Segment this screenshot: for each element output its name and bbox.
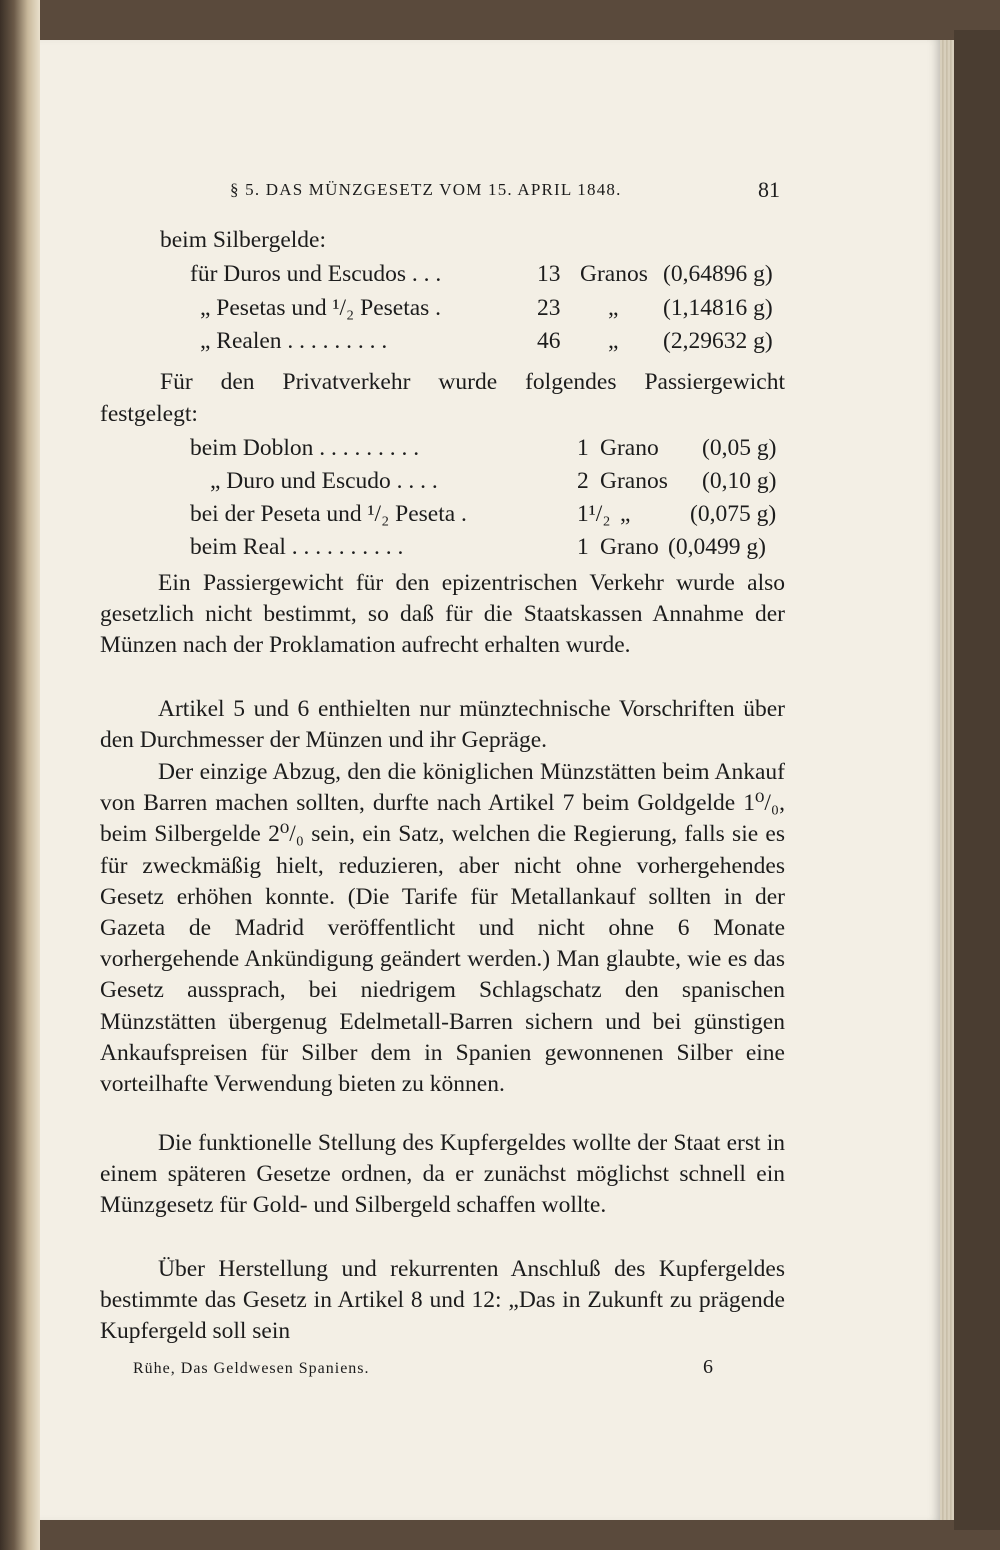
private-row [0, 499, 1000, 529]
row-unit: „ [608, 295, 619, 321]
running-head [190, 177, 780, 207]
row-unit: „ [620, 501, 631, 527]
silver-intro: beim Silbergelde: [160, 227, 326, 253]
body-paragraph [100, 694, 785, 756]
private-row [0, 466, 1000, 496]
row-amount: 23 [537, 295, 561, 321]
row-amount: 1 [577, 435, 589, 461]
body-paragraph [100, 757, 785, 1100]
row-label: beim Doblon . . . . . . . . . [190, 435, 420, 461]
body-paragraph [100, 568, 785, 662]
row-label: „ Realen . . . . . . . . . [200, 328, 388, 354]
row-grams: (0,05 g) [702, 435, 777, 461]
private-intro-line1: Für den Privatverkehr wurde folgendes Passiergewicht [160, 369, 785, 395]
row-label: für Duros und Escudos . . . [190, 261, 442, 287]
paragraph-text: Die funktionelle Stellung des Kupfergeldes wollte der Staat erst in einem späteren Gesetze ordnen, da er zunächst möglichst schnell ein Münzgesetz für Gold- und Silbergeld schaffen wollte. [100, 1130, 785, 1219]
row-amount: 46 [537, 328, 561, 354]
private-intro-line2: festgelegt: [100, 401, 198, 427]
sheet-number: 6 [703, 1356, 713, 1378]
row-label: beim Real . . . . . . . . . . [190, 534, 404, 560]
paragraph-text: Über Herstellung und rekurrenten Anschluß des Kupfergeldes bestimmte das Gesetz in Artikel 8 und 12: „Das in Zukunft zu prägende Kupfergeld soll sein [100, 1256, 785, 1345]
row-unit: Grano [600, 435, 659, 461]
row-unit: „ [608, 328, 619, 354]
row-amount: 13 [537, 261, 561, 287]
row-label: bei der Peseta und ¹/₂ Peseta . [190, 501, 467, 527]
running-title: § 5. DAS MÜNZGESETZ VOM 15. APRIL 1848. [230, 180, 622, 199]
row-grams: (0,64896 g) [663, 261, 773, 287]
row-grams: (1,14816 g) [663, 295, 773, 321]
row-grams: (0,0499 g) [668, 534, 766, 560]
row-label: „ Pesetas und ¹/₂ Pesetas . [200, 295, 442, 321]
row-grams: (0,075 g) [690, 501, 777, 527]
row-unit: Granos [580, 261, 648, 287]
private-row [0, 532, 1000, 562]
paragraph-text: Der einzige Abzug, den die königlichen Münzstätten beim Ankauf von Barren machen sollten, durfte nach Artikel 7 beim Goldgelde 1⁰/₀, beim Silbergelde 2⁰/₀ sein, ein Satz, welchen die Regierung, falls sie es für zweckmäßig hielt, reduzieren, aber nicht ohne vorhergehendes Gesetz erhöhen konnte. (Die Tarife für Metallankauf sollten in der Gazeta de Madrid veröffentlicht und nicht ohne 6 Monate vorhergehende Ankündigung geändert werden.) Man glaubte, wie es das Gesetz aussprach, bei niedrigem Schlagschatz den spanischen Münzstätten übergenug Edelmetall-Barren sichern und bei günstigen Ankaufspreisen für Silber dem in Spanien gewonnenen Silber eine vorteilhafte Verwendung bieten zu können. [100, 759, 785, 1098]
book-spine-edge [0, 0, 40, 1550]
silver-row [0, 326, 1000, 356]
footer-signature: Rühe, Das Geldwesen Spaniens. [133, 1360, 370, 1377]
row-grams: (0,10 g) [702, 468, 777, 494]
row-unit: Granos [600, 468, 668, 494]
body-paragraph [100, 1128, 785, 1222]
silver-row [0, 293, 1000, 323]
body-paragraph [100, 1254, 785, 1348]
row-amount: 1¹/₂ [577, 501, 611, 527]
page-number: 81 [758, 177, 780, 202]
paragraph-text: Artikel 5 und 6 enthielten nur münztechnische Vorschriften über den Durchmesser der Münzen und ihr Gepräge. [100, 696, 785, 754]
row-unit: Grano [600, 534, 659, 560]
row-grams: (2,29632 g) [663, 328, 773, 354]
row-label: „ Duro und Escudo . . . . [210, 468, 438, 494]
background-right [954, 30, 1000, 1530]
row-amount: 2 [577, 468, 589, 494]
page-footer [133, 1356, 733, 1386]
private-row [0, 433, 1000, 463]
paragraph-text: Ein Passiergewicht für den epizentrischen Verkehr wurde also gesetzlich nicht bestimmt, so daß für die Staatskassen Annahme der Münzen nach der Proklamation aufrecht erhalten wurde. [100, 570, 785, 659]
row-amount: 1 [577, 534, 589, 560]
silver-row [0, 259, 1000, 289]
